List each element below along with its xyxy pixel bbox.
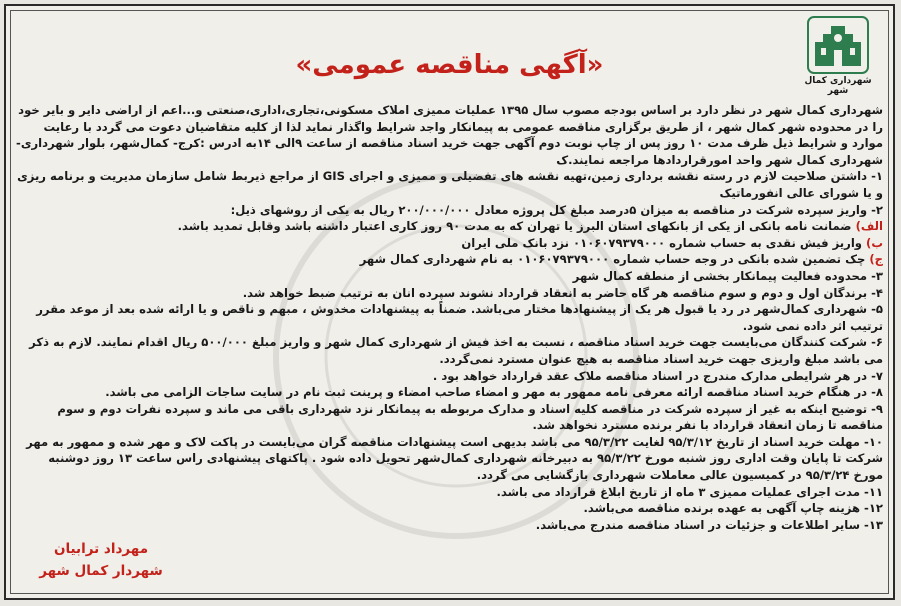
intro-paragraph: شهرداری کمال شهر در نظر دارد بر اساس بودجه مصوب سال ۱۳۹۵ عملیات ممیزی املاک مسکونی،تجاری،اداری،صنعتی و...اعم از اراضی دایر و بایر خود را در محدوده شهر کمال شهر ، از طریق برگزاری مناقصه عمومی به پیمانکار واجد شرایط واگذار نماید لذا از کلیه متقاضیان دعوت می گردد با رعایت موارد و شرایط ذیل ظرف مدت ۱۰ روز پس از چاپ نوبت دوم آگهی جهت خرید اسناد مناقصه از ساعت ۹الی ۱۴به ادرس :کرج- کمال‌شهر، بلوار شهرداری- شهرداری کمال شهر واحد امورقراردادها مراجعه نمایند.ک <box>16 103 883 167</box>
item-4: ۴- برندگان اول و دوم و سوم مناقصه هر گاه حاضر به انعقاد قرارداد نشوند سپرده انان به ترتیب ضبط خواهد شد. <box>242 285 883 300</box>
item-2a-label: الف) <box>855 219 883 234</box>
item-10: ۱۰- مهلت خرید اسناد از تاریخ ۹۵/۳/۱۲ لغایت ۹۵/۳/۲۲ می باشد بدیهی است پیشنهادات مناقصه گران می‌بایست در پاکت لاک و مهر شده و ممهور به مهر شرکت تا پایان وقت اداری روز شنبه مورخ ۹۵/۳/۲۲ به دبیرخانه شهرداری کمال‌شهر تحویل داده شود . پاکتهای پیشنهادی راس ساعت ۱۳ روز دوشنبه مورخ ۹۵/۳/۲۴ در کمیسیون عالی معاملات شهرداری بازگشایی می گردد. <box>26 434 883 483</box>
item-2a <box>16 218 883 235</box>
item-2a-text: ضمانت نامه بانکی از یکی از بانکهای استان البرز یا تهران که به مدت ۹۰ روز کاری اعتبار داشته باشد وقابل تمدید باشد. <box>177 219 856 234</box>
item-2c-label: ج) <box>869 252 883 267</box>
item-2b-text: واریز فیش نقدی به حساب شماره ۰۱۰۶۰۷۹۳۷۹۰۰۰ نزد بانک ملی ایران <box>461 235 867 250</box>
item-9: ۹- توضیح اینکه به غیر از سپرده شرکت در مناقصه کلیه اسناد و مدارک مربوطه به پیمانکار نزد شهرداری باقی می ماند و سپرده نفرات دوم و سوم مناقصه تا زمان انعقاد قرارداد با نفر برنده مسترد نخواهد شد. <box>57 401 883 433</box>
item-2b <box>16 235 883 252</box>
signatory-name: مهرداد ترابیان <box>53 541 149 557</box>
item-1: ۱- داشتن صلاحیت لازم در رسته نقشه برداری زمین،تهیه نقشه های تفضیلی و ممیزی و اجرای GIS از مراجع ذیربط شامل سازمان مدیریت و برنامه ریزی و یا شورای عالی انفورماتیک <box>17 169 883 200</box>
signatory-role: شهردار کمال شهر <box>39 563 163 579</box>
item-11: ۱۱- مدت اجرای عملیات ممیزی ۳ ماه از تاریخ ابلاغ قرارداد می باشد. <box>496 484 883 499</box>
notice-title: «آگهی مناقصه عمومی» <box>295 50 604 80</box>
item-12: ۱۲- هزینه چاپ آگهی به عهده برنده مناقصه می‌باشد. <box>583 501 883 516</box>
item-3: ۳- محدوده فعالیت پیمانکار بخشی از منطقه کمال شهر <box>572 268 883 283</box>
notice-body <box>16 102 883 590</box>
item-13: ۱۳- سایر اطلاعات و جزئیات در اسناد مناقصه مندرج می‌باشد. <box>535 517 883 532</box>
newspaper-clipping <box>4 4 895 600</box>
item-5: ۵- شهرداری کمال‌شهر در رد یا قبول هر یک از پیشنهادها مختار می‌باشد. ضمناً به پیشنهادات مخدوش ، مبهم و ناقص و یا ارائه شده بعد از موعد مقرر ترتیب اثر داده نمی شود. <box>36 302 883 333</box>
signature-block <box>26 538 176 582</box>
item-2b-label: ب) <box>866 235 883 250</box>
item-7: ۷- در هر شرایطی مدارک مندرج در اسناد مناقصه ملاک عقد قرارداد خواهد بود . <box>432 368 883 383</box>
item-2: ۲- واریز سپرده شرکت در مناقصه به میزان ۵درصد مبلغ کل پروژه معادل ۲۰۰/۰۰۰/۰۰۰ ریال به یکی از روشهای ذیل: <box>230 202 883 217</box>
item-2c <box>16 251 883 268</box>
item-6: ۶- شرکت کنندگان می‌بایست جهت خرید اسناد مناقصه ، نسبت به اخذ فیش از شهرداری کمال شهر و واریز مبلغ ۵۰۰/۰۰۰ ریال اقدام نمایند. لازم به ذکر می باشد مبلغ واریزی جهت خرید اسناد مناقصه به هیچ عنوان مسترد نمی‌گردد. <box>29 335 883 366</box>
logo-caption: شهرداری کمال شهر <box>804 76 872 96</box>
item-2c-text: چک تضمین شده بانکی در وجه حساب شماره ۰۱۰۶۰۷۹۳۷۹۰۰۰ به نام شهرداری کمال شهر <box>359 252 870 267</box>
item-8: ۸- در هنگام خرید اسناد مناقصه ارائه معرفی نامه ممهور به مهر و امضاء صاحب امضاء و پرینت ثبت نام در سایت ساجات الزامی می باشد. <box>105 385 883 400</box>
